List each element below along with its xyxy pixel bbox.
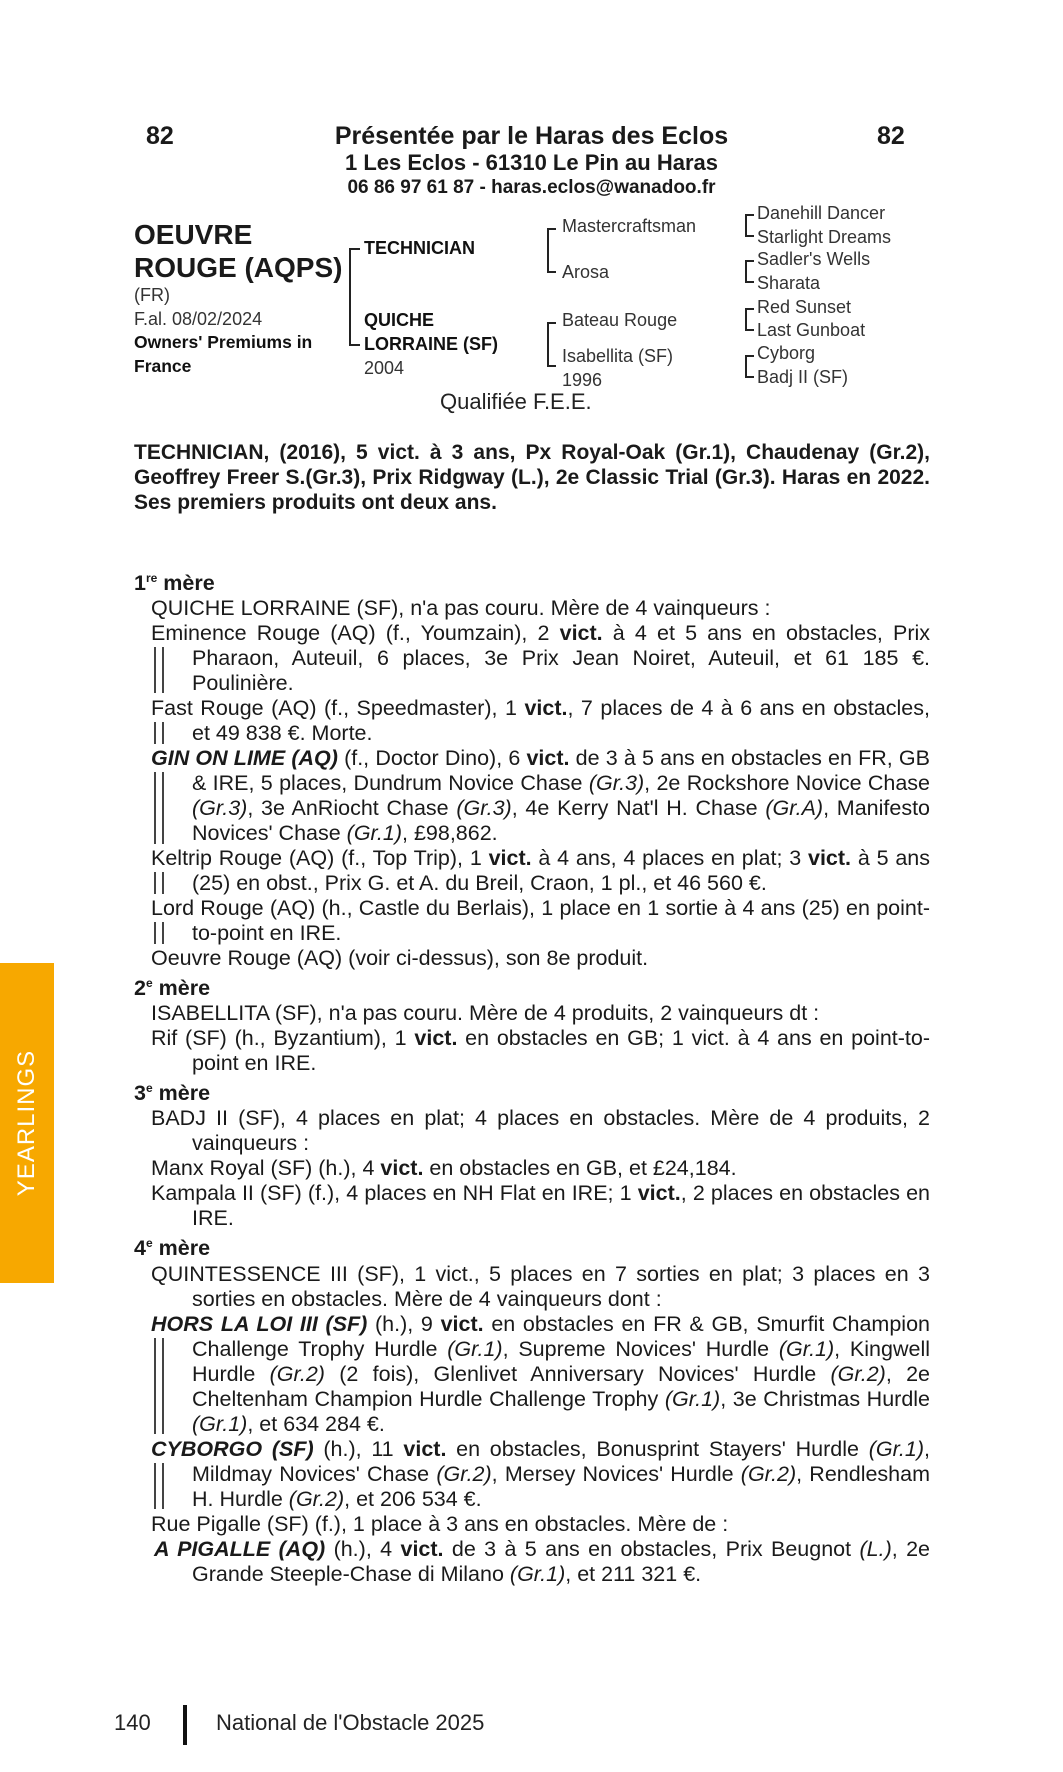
pedigree-bracket-g3 xyxy=(745,355,747,377)
premium-line2: France xyxy=(134,356,192,376)
footer-divider xyxy=(183,1705,187,1745)
horse-name xyxy=(134,218,342,284)
horse-sex-dob: F.al. 08/02/2024 xyxy=(134,309,263,329)
fourth-dam-intro: QUINTESSENCE III (SF), 1 vict., 5 places en 7 sorties en plat; 3 places en 3 sorties en obstacles. Mère de 4 vainqueurs dont : xyxy=(151,1261,930,1311)
pedigree-sire-sire: Mastercraftsman xyxy=(562,216,697,236)
pedigree-dsd: Last Gunboat xyxy=(757,320,866,340)
pedigree-dam-line2: LORRAINE (SF) xyxy=(364,334,498,354)
pedigree-ddd: Badj II (SF) xyxy=(757,367,849,387)
pedigree-sss: Danehill Dancer xyxy=(757,203,886,223)
produce-entry: Rif (SF) (h., Byzantium), 1 vict. en obstacles en GB; 1 vict. à 4 ans en point-to-point en IRE. xyxy=(151,1026,930,1076)
horse-name-line2: ROUGE (AQPS) xyxy=(134,252,343,283)
horse-country: (FR) xyxy=(134,285,170,305)
pedigree-bracket-g3 xyxy=(745,214,747,236)
pedigree-dam-dam-year: 1996 xyxy=(562,370,603,390)
pedigree-tick xyxy=(745,235,754,237)
first-dam-heading: 1re mère xyxy=(134,571,215,596)
premium-line1: Owners' Premiums in xyxy=(134,332,313,352)
pedigree-tick xyxy=(745,214,754,216)
pedigree-dam-year: 2004 xyxy=(364,358,405,378)
third-dam-intro: BADJ II (SF), 4 places en plat; 4 places en obstacles. Mère de 4 produits, 2 vainqueurs : xyxy=(151,1106,930,1156)
pedigree-tick xyxy=(547,322,556,324)
produce-entry: Fast Rouge (AQ) (f., Speedmaster), 1 vict., 7 places de 4 à 6 ans en obstacles, et 49 838 €. Morte. xyxy=(151,696,930,746)
pedigree-bracket-g2-sire xyxy=(547,228,549,272)
pedigree-dds: Cyborg xyxy=(757,343,816,363)
lot-number-left: 82 xyxy=(146,122,174,150)
produce-entry: CYBORGO (SF) (h.), 11 vict. en obstacles, Bonusprint Stayers' Hurdle (Gr.1), Mildmay Novices' Chase (Gr.2), Mersey Novices' Hurdle (Gr.2), Rendlesham H. Hurdle (Gr.2), et 206 534 €. xyxy=(151,1436,931,1511)
presenter-address: 1 Les Eclos - 61310 Le Pin au Haras xyxy=(345,150,718,175)
pedigree-dam-dam: Isabellita (SF) xyxy=(562,346,674,366)
pedigree-tick xyxy=(745,376,754,378)
produce-entry: Keltrip Rouge (AQ) (f., Top Trip), 1 vict. à 4 ans, 4 places en plat; 3 vict. à 5 ans (25) en obst., Prix G. et A. du Breil, Craon, 1 pl., et 46 560 €. xyxy=(151,846,930,896)
presenter-contact: 06 86 97 61 87 - haras.eclos@wanadoo.fr xyxy=(347,177,716,198)
produce-entry: Rue Pigalle (SF) (f.), 1 place à 3 ans en obstacles. Mère de : xyxy=(151,1511,729,1536)
sire-summary: TECHNICIAN, (2016), 5 vict. à 3 ans, Px Royal-Oak (Gr.1), Chaudenay (Gr.2), Geoffrey Freer S.(Gr.3), Prix Ridgway (L.), 2e Classic Trial (Gr.3). Haras en 2022. Ses premiers produits ont deux ans. xyxy=(134,441,930,514)
lot-number-right: 82 xyxy=(877,122,905,150)
pedigree-tick xyxy=(547,365,556,367)
pedigree-tick xyxy=(745,308,754,310)
pedigree-tick xyxy=(547,228,556,230)
produce-entry: Manx Royal (SF) (h.), 4 vict. en obstacles en GB, et £24,184. xyxy=(151,1156,737,1181)
presenter: Présentée par le Haras des Eclos xyxy=(334,122,729,150)
pedigree-tick xyxy=(349,344,360,346)
second-dam-heading: 2e mère xyxy=(134,976,211,1001)
produce-entry: Lord Rouge (AQ) (h., Castle du Berlais), 1 place en 1 sortie à 4 ans (25) en point-to-point en IRE. xyxy=(151,896,930,946)
pedigree-tick xyxy=(745,260,754,262)
family-section xyxy=(134,566,930,1587)
pedigree-sire: TECHNICIAN xyxy=(364,238,475,258)
produce-entry: GIN ON LIME (AQ) (f., Doctor Dino), 6 vict. de 3 à 5 ans en obstacles en FR, GB & IRE, 5 places, Dundrum Novice Chase (Gr.3), 2e Rockshore Novice Chase (Gr.3), 3e AnRiocht Chase (Gr.3), 4e Kerry Nat'l H. Chase (Gr.A), Manifesto Novices' Chase (Gr.1), £98,862. xyxy=(151,746,930,846)
pedigree-sire-dam: Arosa xyxy=(562,262,610,282)
horse-name-line1: OEUVRE xyxy=(134,219,253,250)
pedigree-bracket-g1 xyxy=(349,248,351,345)
second-dam-intro: ISABELLITA (SF), n'a pas couru. Mère de 4 produits, 2 vainqueurs dt : xyxy=(151,1001,820,1026)
produce-entry: Kampala II (SF) (f.), 4 places en NH Flat en IRE; 1 vict., 2 places en obstacles en IRE. xyxy=(151,1181,930,1231)
pedigree-tick xyxy=(547,271,556,273)
publication-title: National de l'Obstacle 2025 xyxy=(216,1710,485,1735)
page-number: 140 xyxy=(114,1710,151,1735)
third-dam-heading: 3e mère xyxy=(134,1081,211,1106)
produce-entry: HORS LA LOI III (SF) (h.), 9 vict. en obstacles en FR & GB, Smurfit Champion Challenge Trophy Hurdle (Gr.1), Supreme Novices' Hurdle (Gr.1), Kingwell Hurdle (Gr.2) (2 fois), Glenlivet Anniversary Novices' Hurdle (Gr.2), 2e Cheltenham Champion Hurdle Challenge Trophy (Gr.1), 3e Christmas Hurdle (Gr.1), et 634 284 €. xyxy=(151,1311,931,1436)
pedigree-sds: Sadler's Wells xyxy=(757,249,871,269)
pedigree-sdd: Sharata xyxy=(757,273,821,293)
produce-entry: Eminence Rouge (AQ) (f., Youmzain), 2 vict. à 4 et 5 ans en obstacles, Prix Pharaon, Auteuil, 6 places, 3e Prix Jean Noiret, Auteuil, et 61 185 €. Poulinière. xyxy=(151,621,931,696)
pedigree-bracket-g3 xyxy=(745,308,747,330)
fourth-dam-heading: 4e mère xyxy=(134,1236,211,1261)
pedigree-dss: Red Sunset xyxy=(757,297,852,317)
pedigree-tick xyxy=(349,248,360,250)
pedigree-tick xyxy=(745,329,754,331)
first-dam-intro: QUICHE LORRAINE (SF), n'a pas couru. Mère de 4 vainqueurs : xyxy=(151,596,771,621)
pedigree-bracket-g2-dam xyxy=(547,322,549,366)
pedigree-tick xyxy=(745,355,754,357)
pedigree-dam-sire: Bateau Rouge xyxy=(562,310,678,330)
produce-entry: Oeuvre Rouge (AQ) (voir ci-dessus), son 8e produit. xyxy=(151,946,649,971)
pedigree-tick xyxy=(745,281,754,283)
pedigree-dam-line1: QUICHE xyxy=(364,310,435,330)
pedigree-ssd: Starlight Dreams xyxy=(757,227,892,247)
qualification: Qualifiée F.E.E. xyxy=(440,389,592,414)
pedigree-bracket-g3 xyxy=(745,260,747,282)
section-tab-label: YEARLINGS xyxy=(13,1049,40,1197)
produce-entry-grandchild: A PIGALLE (AQ) (h.), 4 vict. de 3 à 5 ans en obstacles, Prix Beugnot (L.), 2e Grande Steeple-Chase di Milano (Gr.1), et 211 321 €. xyxy=(154,1536,930,1586)
